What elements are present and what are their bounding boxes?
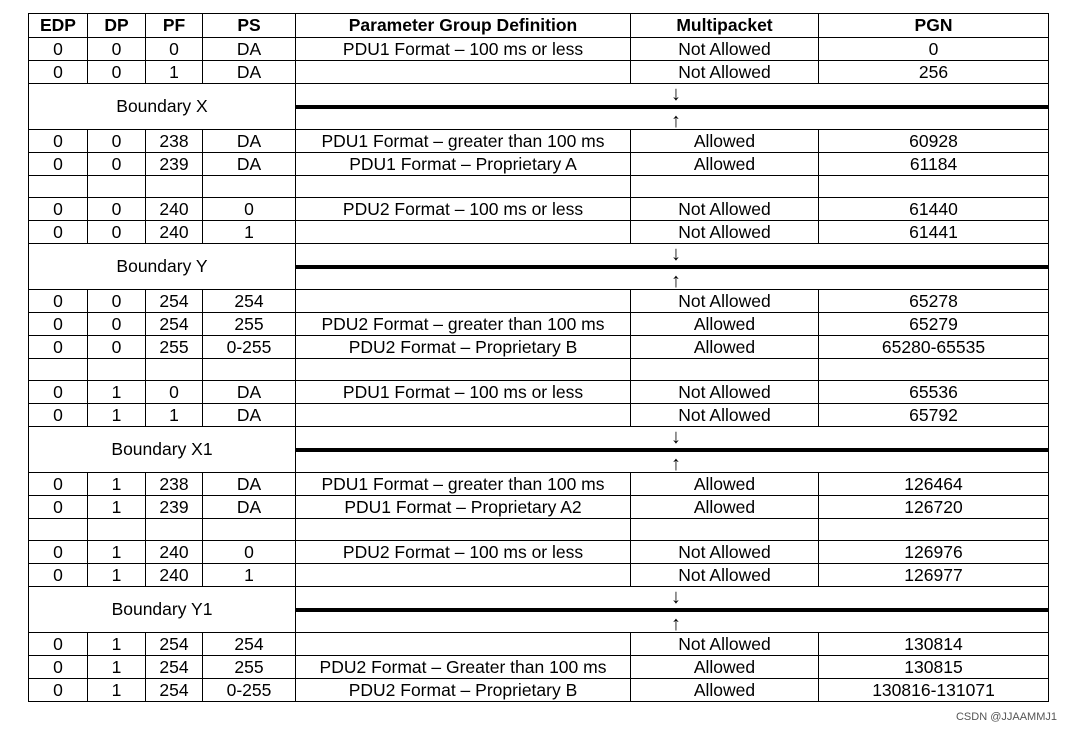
multipacket-cell: Not Allowed [631,290,819,313]
spacer-row [29,176,1049,198]
pgn-cell: 61184 [819,153,1049,176]
empty-cell [29,359,88,381]
boundary-line [296,265,1048,269]
ps-cell: DA [203,130,296,153]
pf-cell: 240 [146,541,203,564]
definition-cell: PDU2 Format – Proprietary B [296,336,631,359]
multipacket-cell: Not Allowed [631,198,819,221]
table-row [29,153,1049,176]
multipacket-cell: Not Allowed [631,564,819,587]
definition-cell [296,564,631,587]
boundary-row [29,427,1049,473]
boundary-row [29,84,1049,130]
pgn-cell: 65280-65535 [819,336,1049,359]
ps-cell: 0 [203,198,296,221]
definition-cell [296,633,631,656]
table-row [29,541,1049,564]
multipacket-cell: Allowed [631,336,819,359]
edp-cell: 0 [29,153,88,176]
edp-cell: 0 [29,473,88,496]
boundary-label: Boundary Y [29,244,296,290]
empty-cell [296,359,631,381]
dp-cell: 0 [88,290,146,313]
empty-cell [631,519,819,541]
table-row [29,633,1049,656]
empty-cell [819,519,1049,541]
dp-cell: 1 [88,381,146,404]
ps-cell: DA [203,473,296,496]
table-row [29,496,1049,519]
arrow-up-icon: ↑ [671,110,681,130]
boundary-line [296,105,1048,109]
dp-cell: 1 [88,564,146,587]
multipacket-cell: Not Allowed [631,381,819,404]
multipacket-cell: Allowed [631,679,819,702]
definition-cell: PDU1 Format – greater than 100 ms [296,473,631,496]
empty-cell [296,519,631,541]
pf-cell: 238 [146,473,203,496]
definition-cell [296,404,631,427]
spacer-row [29,359,1049,381]
boundary-line [296,448,1048,452]
edp-cell: 0 [29,381,88,404]
boundary-graphic [296,587,1049,633]
dp-cell: 0 [88,153,146,176]
dp-cell: 1 [88,541,146,564]
table-row [29,656,1049,679]
multipacket-cell: Not Allowed [631,38,819,61]
ps-cell: 0 [203,541,296,564]
arrow-down-icon: ↓ [671,426,681,448]
dp-cell: 0 [88,336,146,359]
table-row [29,679,1049,702]
pgn-cell: 65792 [819,404,1049,427]
column-header-edp: EDP [29,14,88,38]
edp-cell: 0 [29,130,88,153]
column-header-multipacket: Multipacket [631,14,819,38]
arrow-up-icon: ↑ [671,453,681,473]
empty-cell [631,359,819,381]
ps-cell: 255 [203,656,296,679]
empty-cell [819,359,1049,381]
dp-cell: 0 [88,38,146,61]
pgn-cell: 126976 [819,541,1049,564]
pgn-cell: 65278 [819,290,1049,313]
table-row [29,130,1049,153]
definition-cell: PDU1 Format – 100 ms or less [296,381,631,404]
empty-cell [88,176,146,198]
definition-cell: PDU2 Format – 100 ms or less [296,541,631,564]
dp-cell: 1 [88,404,146,427]
column-header-dp: DP [88,14,146,38]
table-row [29,290,1049,313]
column-header-pgn: PGN [819,14,1049,38]
multipacket-cell: Allowed [631,656,819,679]
pf-cell: 254 [146,633,203,656]
pgn-cell: 126720 [819,496,1049,519]
pgn-cell: 0 [819,38,1049,61]
ps-cell: 0-255 [203,679,296,702]
empty-cell [29,519,88,541]
arrow-up-icon: ↑ [671,270,681,290]
definition-cell: PDU2 Format – 100 ms or less [296,198,631,221]
edp-cell: 0 [29,541,88,564]
boundary-line [296,608,1048,612]
arrow-up-icon: ↑ [671,613,681,633]
pf-cell: 239 [146,496,203,519]
arrow-down-icon: ↓ [671,586,681,608]
ps-cell: DA [203,61,296,84]
edp-cell: 0 [29,404,88,427]
multipacket-cell: Not Allowed [631,541,819,564]
boundary-label: Boundary X1 [29,427,296,473]
ps-cell: 1 [203,221,296,244]
pgn-cell: 130815 [819,656,1049,679]
ps-cell: 0-255 [203,336,296,359]
ps-cell: 254 [203,633,296,656]
multipacket-cell: Not Allowed [631,61,819,84]
edp-cell: 0 [29,313,88,336]
multipacket-cell: Not Allowed [631,633,819,656]
pf-cell: 254 [146,679,203,702]
empty-cell [88,519,146,541]
ps-cell: 1 [203,564,296,587]
arrow-down-icon: ↓ [671,243,681,265]
table-row [29,564,1049,587]
table-row [29,336,1049,359]
table-row [29,38,1049,61]
pf-cell: 239 [146,153,203,176]
definition-cell: PDU1 Format – greater than 100 ms [296,130,631,153]
pf-cell: 1 [146,404,203,427]
table-row [29,473,1049,496]
multipacket-cell: Allowed [631,130,819,153]
edp-cell: 0 [29,61,88,84]
ps-cell: DA [203,496,296,519]
dp-cell: 1 [88,496,146,519]
pgn-cell: 130816-131071 [819,679,1049,702]
boundary-label: Boundary X [29,84,296,130]
multipacket-cell: Allowed [631,313,819,336]
pf-cell: 238 [146,130,203,153]
definition-cell [296,61,631,84]
definition-cell: PDU1 Format – Proprietary A [296,153,631,176]
multipacket-cell: Not Allowed [631,404,819,427]
pgn-table [28,13,1049,702]
table-row [29,381,1049,404]
edp-cell: 0 [29,633,88,656]
pf-cell: 254 [146,656,203,679]
edp-cell: 0 [29,564,88,587]
dp-cell: 0 [88,221,146,244]
pgn-cell: 256 [819,61,1049,84]
pf-cell: 240 [146,198,203,221]
boundary-graphic [296,84,1049,130]
edp-cell: 0 [29,656,88,679]
dp-cell: 0 [88,313,146,336]
multipacket-cell: Allowed [631,496,819,519]
ps-cell: 255 [203,313,296,336]
pf-cell: 0 [146,381,203,404]
table-row [29,198,1049,221]
pgn-cell: 61440 [819,198,1049,221]
definition-cell [296,221,631,244]
empty-cell [146,176,203,198]
pgn-cell: 130814 [819,633,1049,656]
empty-cell [819,176,1049,198]
edp-cell: 0 [29,221,88,244]
definition-cell: PDU2 Format – Proprietary B [296,679,631,702]
boundary-row [29,244,1049,290]
edp-cell: 0 [29,679,88,702]
pgn-cell: 60928 [819,130,1049,153]
edp-cell: 0 [29,496,88,519]
ps-cell: DA [203,404,296,427]
empty-cell [203,519,296,541]
dp-cell: 0 [88,198,146,221]
empty-cell [631,176,819,198]
pf-cell: 240 [146,564,203,587]
empty-cell [29,176,88,198]
ps-cell: DA [203,153,296,176]
multipacket-cell: Allowed [631,473,819,496]
table-row [29,61,1049,84]
dp-cell: 1 [88,679,146,702]
edp-cell: 0 [29,336,88,359]
boundary-row [29,587,1049,633]
definition-cell: PDU1 Format – 100 ms or less [296,38,631,61]
pgn-cell: 126464 [819,473,1049,496]
definition-cell: PDU1 Format – Proprietary A2 [296,496,631,519]
pf-cell: 0 [146,38,203,61]
empty-cell [296,176,631,198]
multipacket-cell: Allowed [631,153,819,176]
ps-cell: DA [203,381,296,404]
spacer-row [29,519,1049,541]
edp-cell: 0 [29,198,88,221]
pf-cell: 255 [146,336,203,359]
column-header-pf: PF [146,14,203,38]
dp-cell: 0 [88,130,146,153]
column-header-definition: Parameter Group Definition [296,14,631,38]
pgn-cell: 65536 [819,381,1049,404]
dp-cell: 1 [88,633,146,656]
empty-cell [88,359,146,381]
pf-cell: 254 [146,313,203,336]
dp-cell: 1 [88,473,146,496]
boundary-graphic [296,427,1049,473]
column-header-ps: PS [203,14,296,38]
pgn-cell: 126977 [819,564,1049,587]
pf-cell: 1 [146,61,203,84]
definition-cell: PDU2 Format – greater than 100 ms [296,313,631,336]
empty-cell [146,359,203,381]
empty-cell [203,359,296,381]
boundary-label: Boundary Y1 [29,587,296,633]
empty-cell [203,176,296,198]
definition-cell: PDU2 Format – Greater than 100 ms [296,656,631,679]
boundary-graphic [296,244,1049,290]
definition-cell [296,290,631,313]
arrow-down-icon: ↓ [671,83,681,105]
table-row [29,221,1049,244]
dp-cell: 1 [88,656,146,679]
ps-cell: DA [203,38,296,61]
pgn-cell: 65279 [819,313,1049,336]
empty-cell [146,519,203,541]
table-body [29,38,1049,702]
pf-cell: 240 [146,221,203,244]
edp-cell: 0 [29,38,88,61]
edp-cell: 0 [29,290,88,313]
dp-cell: 0 [88,61,146,84]
watermark: CSDN @JJAAMMJ1 [955,711,1057,723]
multipacket-cell: Not Allowed [631,221,819,244]
ps-cell: 254 [203,290,296,313]
pf-cell: 254 [146,290,203,313]
table-header-row [29,14,1049,38]
table-row [29,404,1049,427]
pgn-cell: 61441 [819,221,1049,244]
table-row [29,313,1049,336]
